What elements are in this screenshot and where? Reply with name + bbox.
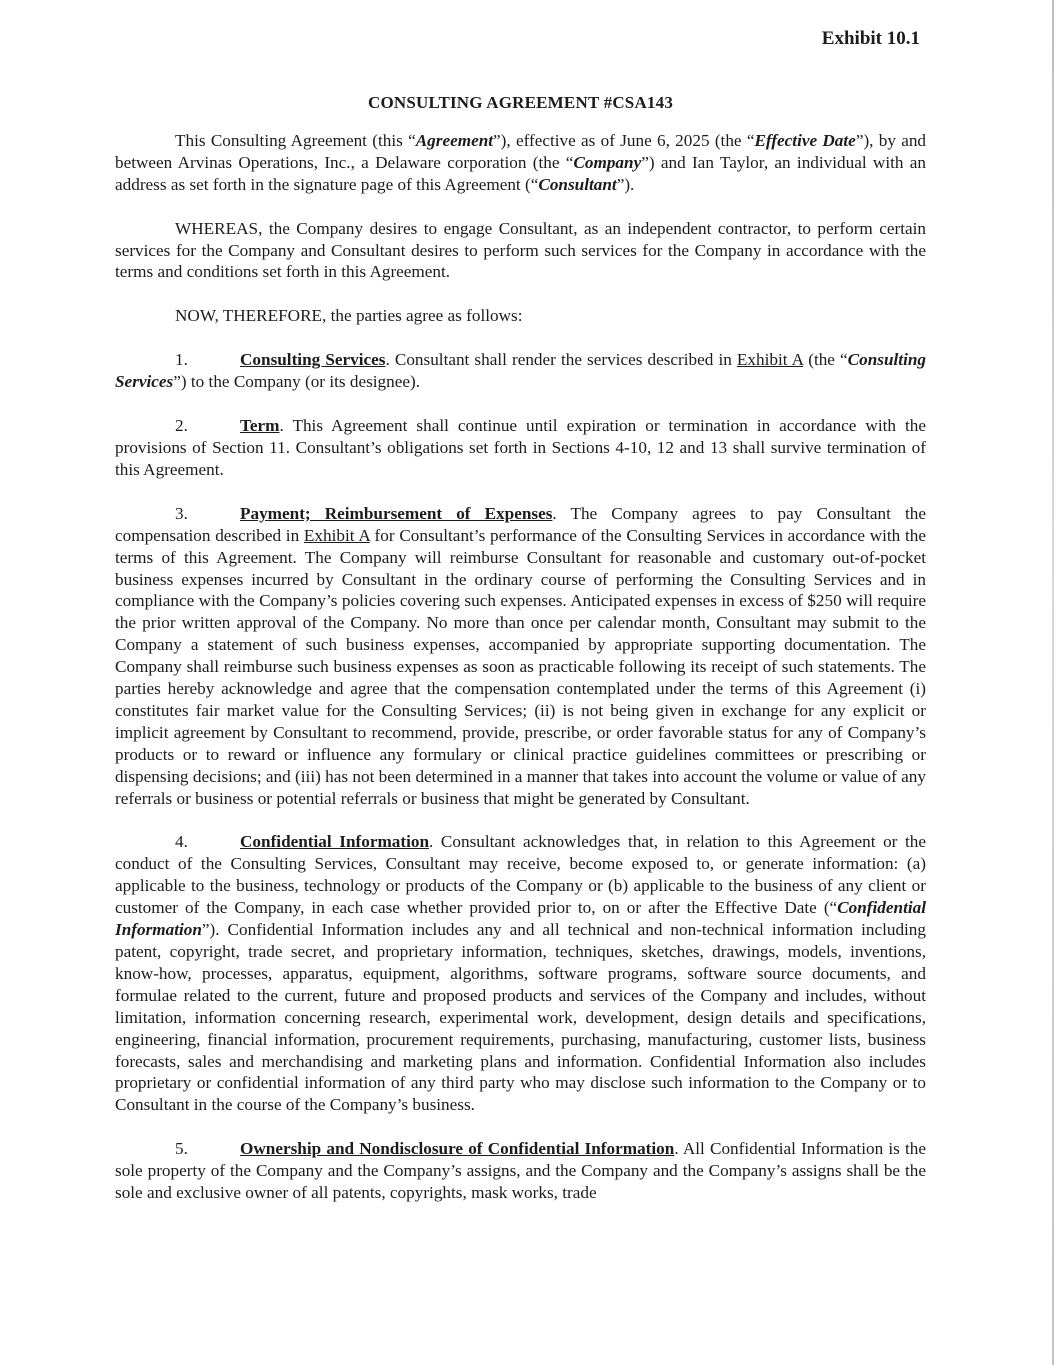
section-heading: Term — [240, 416, 280, 436]
section-5: 5. Ownership and Nondisclosure of Confidential Information. All Confidential Information is the sole property of the Company and the Company’s assigns, and the Company and the Company’s assigns shall be the sole and exclusive owner of all patents, copyrights, mask works, trade — [115, 1139, 926, 1203]
term-company: Company — [573, 152, 642, 172]
exhibit-a-reference: Exhibit A — [736, 350, 804, 370]
section-1: 1. Consulting Services. Consultant shall render the services described in Exhibit A (the “Consulting Services”) to the Company (or its designee). — [115, 350, 926, 392]
term-agreement: Agreement — [415, 130, 494, 150]
section-heading: Consulting Services — [240, 350, 386, 370]
section-number: 3. — [175, 503, 188, 523]
scan-edge — [1052, 0, 1054, 1365]
intro-paragraph: This Consulting Agreement (this “Agreement”), effective as of June 6, 2025 (the “Effective Date”), by and between Arvinas Operations, Inc., a Delaware corporation (the “Company”) and Ian Taylor, an individual with an address as set forth in the signature page of this Agreement (“Consultant”). — [115, 130, 927, 194]
exhibit-label: Exhibit 10.1 — [821, 28, 920, 49]
term-confidential-information: Confidential Information — [115, 898, 926, 940]
section-number: 1. — [175, 350, 188, 370]
whereas-paragraph: WHEREAS, the Company desires to engage Consultant, as an independent contractor, to perform certain services for the Company and Consultant desires to perform such services for the Company in accordance with the terms and conditions set forth in this Agreement. — [115, 218, 926, 282]
section-number: 5. — [175, 1139, 188, 1159]
term-consultant: Consultant — [538, 174, 617, 194]
now-therefore-paragraph: NOW, THEREFORE, the parties agree as follows: — [175, 306, 523, 326]
section-3: 3. Payment; Reimbursement of Expenses. The Company agrees to pay Consultant the compensation described in Exhibit A for Consultant’s performance of the Consulting Services in accordance with the terms of this Agreement. The Company will reimburse Consultant for reasonable and customary out-of-pocket business expenses incurred by Consultant in the ordinary course of performing the Consulting Services and in compliance with the Company’s policies covering such expenses. Anticipated expenses in excess of $250 will require the prior written approval of the Company. No more than once per calendar month, Consultant may submit to the Company a statement of such business expenses, accompanied by appropriate supporting documentation. The Company shall reimburse such business expenses as soon as practicable following its receipt of such statements. The parties hereby acknowledge and agree that the compensation contemplated under the terms of this Agreement (i) constitutes fair market value for the Consulting Services; (ii) is not being given in exchange for any explicit or implicit agreement by Consultant to recommend, provide, prescribe, or order favorable status for any of Company’s products or to reward or influence any formulary or clinical practice guidelines committees or prescribing or dispensing decisions; and (iii) has not been determined in a manner that takes into account the volume or value of any referrals or business or potential referrals or business that might be generated by Consultant. — [115, 503, 926, 808]
section-heading: Confidential Information — [240, 832, 430, 852]
section-2: 2. Term. This Agreement shall continue until expiration or termination in accordance with the provisions of Section 11. Consultant’s obligations set forth in Sections 4-10, 12 and 13 shall survive termination of this Agreement. — [115, 416, 926, 479]
term-effective-date: Effective Date — [754, 130, 856, 150]
section-heading: Ownership and Nondisclosure of Confidential Information — [240, 1139, 675, 1159]
section-4: 4. Confidential Information. Consultant acknowledges that, in relation to this Agreement or the conduct of the Consulting Services, Consultant may receive, become exposed to, or generate information: (a) applicable to the business, technology or products of the Company or (b) applicable to the business of any client or customer of the Company, in each case whether provided prior to, on or after the Effective Date (“Confidential Information”). Confidential Information includes any and all technical and non-technical information including patent, copyright, trade secret, and proprietary information, techniques, sketches, drawings, models, inventions, know-how, processes, apparatus, equipment, algorithms, software programs, software source documents, and formulae related to the current, future and proposed products and services of the Company and includes, without limitation, information concerning research, experimental work, development, design details and specifications, engineering, financial information, procurement requirements, purchasing, manufacturing, customer lists, business forecasts, sales and merchandising and marketing plans and information. Confidential Information also includes proprietary or confidential information of any third party who may disclose such information to the Company or to Consultant in the course of the Company’s business. — [115, 832, 926, 1115]
document-body — [115, 92, 926, 1226]
section-number: 4. — [175, 832, 188, 852]
document-title: CONSULTING AGREEMENT #CSA143 — [367, 93, 674, 112]
section-number: 2. — [175, 416, 188, 436]
exhibit-a-reference: Exhibit A — [303, 525, 370, 545]
section-heading: Payment; Reimbursement of Expenses — [240, 503, 553, 523]
term-consulting-services: Consulting Services — [115, 350, 926, 392]
